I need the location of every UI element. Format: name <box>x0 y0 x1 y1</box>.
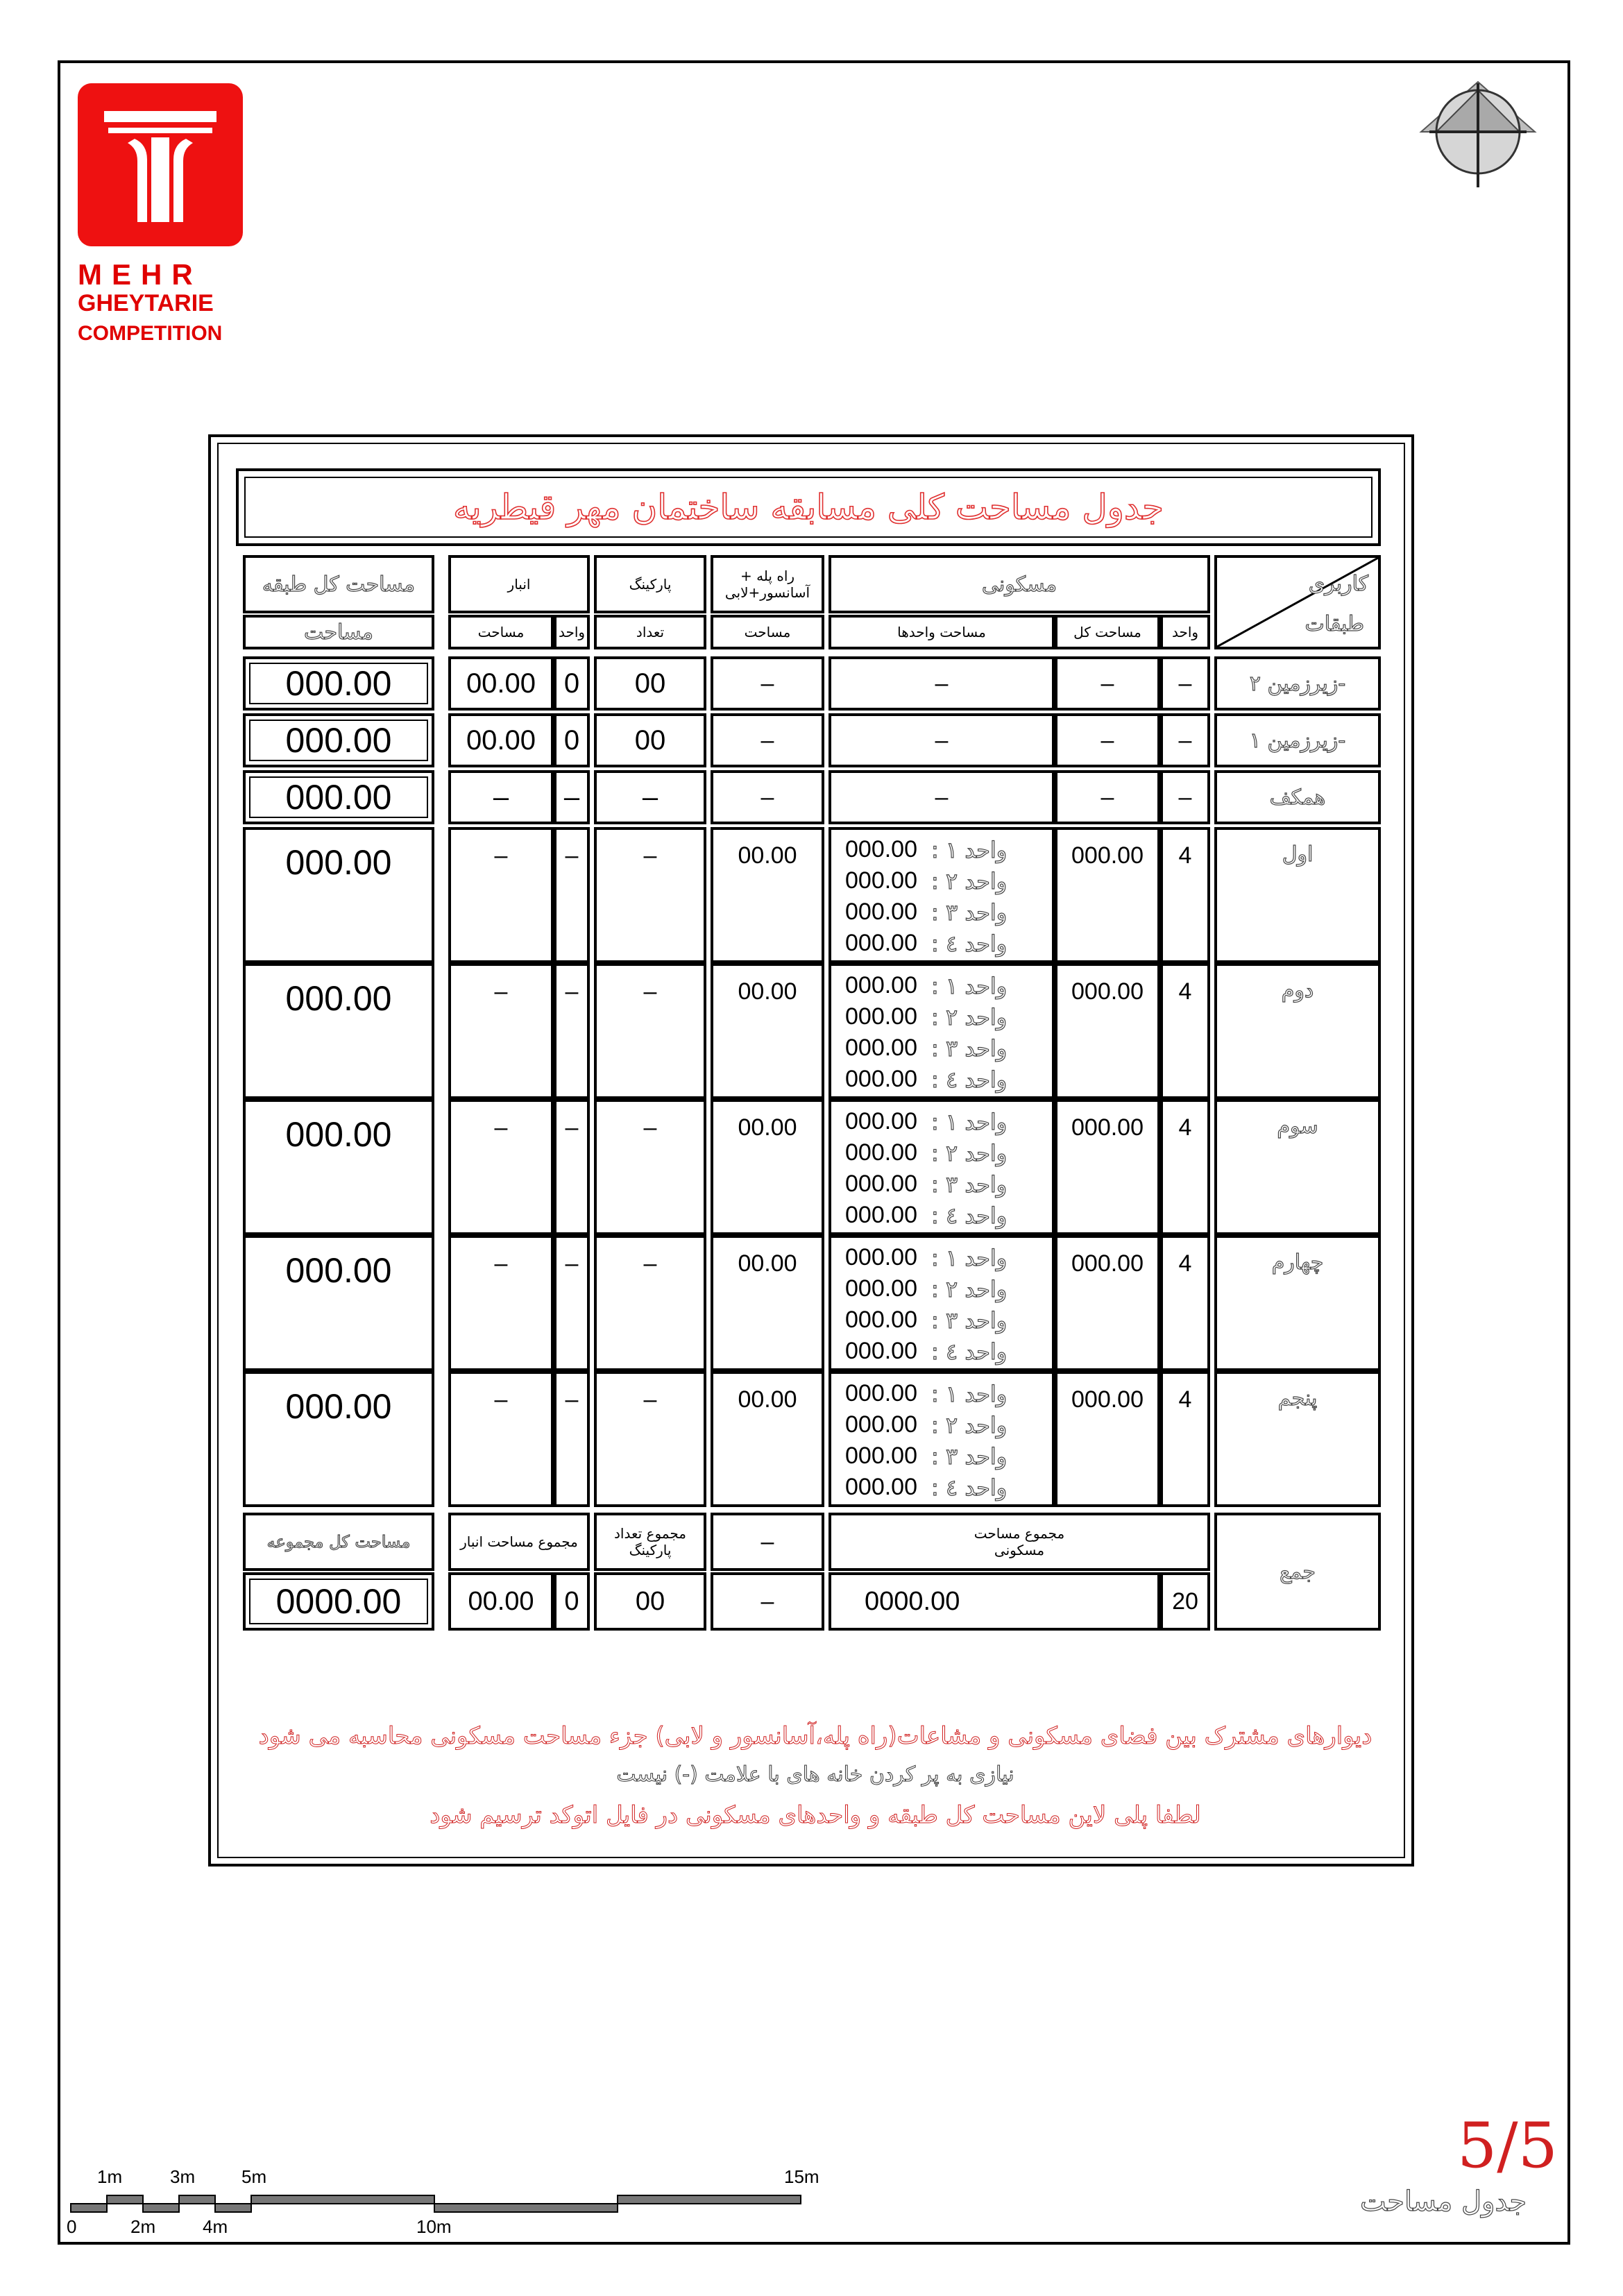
unit-row <box>845 1032 1007 1064</box>
row-res-units-0 <box>829 656 1055 711</box>
floor-unit-count-4 <box>1160 1371 1210 1507</box>
floor-res-total-2 <box>1055 1099 1160 1235</box>
floor-storage-area-3-value: – <box>494 1250 508 1277</box>
subheader-res-total-label: مساحت کل <box>1073 624 1141 640</box>
floor-storage-area-4 <box>448 1371 554 1507</box>
header-parking <box>594 555 706 613</box>
floor-stair-3 <box>711 1235 824 1371</box>
row-unit-1 <box>1160 713 1210 767</box>
floor-parking-0-value: – <box>643 842 657 869</box>
unit-row <box>845 1304 1007 1336</box>
table-title-box <box>236 468 1381 546</box>
floor-storage-unit-0-value: – <box>565 842 579 869</box>
unit-label: واحد ۳ : <box>931 1443 1008 1470</box>
totals-stair-sum: – <box>760 1588 774 1615</box>
column-logo-icon <box>78 83 243 246</box>
unit-row <box>845 896 1007 928</box>
row-storage-unit-2-value: – <box>563 781 580 813</box>
unit-label: واحد ۲ : <box>931 867 1008 894</box>
row-unit-1-value: – <box>1178 726 1192 754</box>
row-stair-1 <box>711 713 824 767</box>
unit-label: واحد ۲ : <box>931 1139 1008 1166</box>
subheader-stair-area <box>711 615 824 649</box>
floor-storage-area-1 <box>448 963 554 1099</box>
row-parking-2 <box>594 770 706 824</box>
row-storage-area-1-value: 00.00 <box>466 724 536 756</box>
floor-storage-unit-2-value: – <box>565 1114 579 1141</box>
floor-storage-unit-4-value: – <box>565 1386 579 1413</box>
totals-stair-header <box>711 1513 824 1571</box>
floor-total-4-value: 000.00 <box>285 1387 392 1426</box>
row-res-total-2-value: – <box>1101 783 1114 810</box>
row-stair-1-value: – <box>760 726 774 754</box>
floor-unit-count-3-value: 4 <box>1178 1250 1192 1277</box>
row-res-units-1 <box>829 713 1055 767</box>
unit-label: واحد ۱ : <box>931 1108 1008 1135</box>
row-storage-area-1 <box>448 713 554 767</box>
note-shared-walls: دیوارهای مشترک بین فضای مسکونی و مشاعات(راه پله،آسانسور و لابی) جزء مساحت مسکونی محاسبه می شود <box>258 1722 1373 1750</box>
floor-total-1-value: 000.00 <box>285 979 392 1018</box>
note-dash-cells: نیازی به پر کردن خانه های با علامت (-) نیست <box>616 1762 1014 1787</box>
row-parking-1-value: 00 <box>634 724 666 756</box>
floor-storage-area-2 <box>448 1099 554 1235</box>
unit-row <box>845 1336 1007 1367</box>
unit-label: واحد ۱ : <box>931 972 1008 999</box>
floor-res-total-0 <box>1055 827 1160 963</box>
subheader-storage-area <box>448 615 554 649</box>
row-floor-0-value: زیرزمین ۲- <box>1249 671 1346 696</box>
row-total-2 <box>243 770 434 824</box>
unit-label: واحد ۳ : <box>931 1171 1008 1198</box>
totals-units-count: 20 <box>1172 1588 1198 1615</box>
unit-row <box>845 1001 1007 1032</box>
floor-parking-2 <box>594 1099 706 1235</box>
totals-storage-area-sum: 00.00 <box>468 1586 534 1616</box>
header-residential <box>829 555 1210 613</box>
page-number: 5/5 <box>1457 2109 1558 2182</box>
unit-area-value: 000.00 <box>845 1244 917 1270</box>
row-unit-2-value: – <box>1178 783 1192 810</box>
floor-storage-unit-1 <box>554 963 590 1099</box>
totals-storage-unit-sum: 0 <box>564 1586 579 1616</box>
subheader-res-unit <box>1160 615 1210 649</box>
header-stair <box>711 555 824 613</box>
totals-res-header <box>829 1513 1210 1571</box>
row-storage-area-0 <box>448 656 554 711</box>
floor-res-total-0-value: 000.00 <box>1071 842 1144 869</box>
subheader-floor-area <box>243 615 434 649</box>
north-arrow-icon <box>1416 76 1540 194</box>
row-storage-area-0-value: 00.00 <box>466 667 536 699</box>
totals-stair-sum-cell <box>711 1572 824 1631</box>
floor-parking-4 <box>594 1371 706 1507</box>
floor-name-1-value: دوم <box>1281 978 1314 1003</box>
row-total-0 <box>243 656 434 711</box>
totals-grand-sum: 0000.00 <box>275 1582 402 1621</box>
floor-name-2 <box>1214 1099 1381 1235</box>
unit-label: واحد ۲ : <box>931 1411 1008 1438</box>
floor-stair-1 <box>711 963 824 1099</box>
floor-storage-area-0-value: – <box>494 842 508 869</box>
floor-storage-area-1-value: – <box>494 978 508 1005</box>
row-storage-unit-0 <box>554 656 590 711</box>
subheader-floor-area-label: مساحت <box>304 620 373 645</box>
unit-area-value: 000.00 <box>845 836 917 862</box>
unit-area-value: 000.00 <box>845 1171 917 1197</box>
floor-unit-count-1 <box>1160 963 1210 1099</box>
floor-units-list-4 <box>829 1371 1055 1507</box>
row-storage-unit-2 <box>554 770 590 824</box>
floor-parking-0 <box>594 827 706 963</box>
mehr-logo <box>78 83 243 246</box>
scale-label-10m: 10m <box>416 2216 452 2237</box>
unit-area-value: 000.00 <box>845 972 917 998</box>
totals-grand-sum-cell <box>243 1572 434 1631</box>
unit-row <box>845 928 1007 959</box>
unit-label: واحد ۳ : <box>931 1035 1008 1062</box>
row-parking-0 <box>594 656 706 711</box>
floor-stair-0-value: 00.00 <box>738 842 797 869</box>
unit-area-value: 000.00 <box>845 1202 917 1228</box>
row-res-units-1-value: – <box>935 726 949 754</box>
row-parking-1 <box>594 713 706 767</box>
totals-storage-header-label: مجموع مساحت انبار <box>460 1533 578 1550</box>
row-storage-area-2 <box>448 770 554 824</box>
unit-label: واحد ٤ : <box>931 1338 1008 1365</box>
row-total-0-value: 000.00 <box>285 664 392 703</box>
floor-storage-area-4-value: – <box>494 1386 508 1413</box>
scale-label-3m: 3m <box>170 2166 196 2187</box>
unit-row <box>845 1137 1007 1168</box>
totals-res-header-label: مجموع مساحت مسکونی <box>974 1525 1065 1558</box>
subheader-res-unit-label: واحد <box>1171 624 1199 640</box>
floor-total-1 <box>243 963 434 1099</box>
floor-storage-unit-4 <box>554 1371 590 1507</box>
floor-res-total-1 <box>1055 963 1160 1099</box>
row-res-total-0-value: – <box>1101 670 1114 697</box>
floor-res-total-4-value: 000.00 <box>1071 1386 1144 1413</box>
floor-storage-area-3 <box>448 1235 554 1371</box>
row-total-1-value: 000.00 <box>285 721 392 760</box>
unit-area-value: 000.00 <box>845 1003 917 1030</box>
row-stair-2-value: – <box>760 783 774 810</box>
unit-area-value: 000.00 <box>845 1411 917 1438</box>
totals-label-cell <box>1214 1513 1381 1631</box>
subheader-storage-unit <box>554 615 590 649</box>
unit-row <box>845 834 1007 865</box>
floor-total-2 <box>243 1099 434 1235</box>
unit-area-value: 000.00 <box>845 1035 917 1061</box>
unit-row <box>845 1409 1007 1440</box>
floor-storage-unit-0 <box>554 827 590 963</box>
unit-row <box>845 970 1007 1001</box>
unit-area-value: 000.00 <box>845 1307 917 1333</box>
totals-storage-header <box>448 1513 590 1571</box>
floor-res-total-2-value: 000.00 <box>1071 1114 1144 1141</box>
row-floor-1-value: زیرزمین ۱- <box>1249 728 1346 753</box>
floor-stair-4-value: 00.00 <box>738 1386 797 1413</box>
subheader-parking-count <box>594 615 706 649</box>
unit-area-value: 000.00 <box>845 1108 917 1134</box>
floor-parking-3-value: – <box>643 1250 657 1277</box>
floor-unit-count-1-value: 4 <box>1178 978 1192 1005</box>
row-stair-0-value: – <box>760 670 774 697</box>
row-res-units-0-value: – <box>935 670 949 697</box>
scale-label-0: 0 <box>67 2216 77 2237</box>
totals-units-count-cell <box>1160 1572 1210 1631</box>
totals-parking-sum-cell <box>594 1572 706 1631</box>
row-res-total-2 <box>1055 770 1160 824</box>
unit-label: واحد ٤ : <box>931 1474 1008 1501</box>
floor-name-4 <box>1214 1371 1381 1507</box>
floor-units-list-3 <box>829 1235 1055 1371</box>
table-title: جدول مساحت کلی مسابقه ساختمان مهر قیطریه <box>453 487 1164 527</box>
totals-stair-header-label: – <box>760 1528 774 1555</box>
subheader-storage-unit-label: واحد <box>558 624 586 640</box>
floor-stair-3-value: 00.00 <box>738 1250 797 1277</box>
header-parking-label: پارکینگ <box>629 576 672 593</box>
row-total-1 <box>243 713 434 767</box>
row-res-total-1-value: – <box>1101 726 1114 754</box>
floor-units-list-0 <box>829 827 1055 963</box>
floor-res-total-3-value: 000.00 <box>1071 1250 1144 1277</box>
row-res-total-1 <box>1055 713 1160 767</box>
totals-parking-sum: 00 <box>635 1586 665 1616</box>
row-floor-1 <box>1214 713 1381 767</box>
totals-parking-header-label: مجموع تعداد پارکینگ <box>614 1525 686 1558</box>
floor-storage-unit-3-value: – <box>565 1250 579 1277</box>
unit-area-value: 000.00 <box>845 1275 917 1302</box>
header-usage: کاربری <box>1308 572 1368 596</box>
row-unit-0 <box>1160 656 1210 711</box>
unit-row <box>845 865 1007 896</box>
unit-label: واحد ۳ : <box>931 1307 1008 1334</box>
floor-name-4-value: پنجم <box>1277 1386 1318 1411</box>
totals-grand-header-label: مساحت کل مجموعه <box>266 1532 411 1551</box>
floor-parking-2-value: – <box>643 1114 657 1141</box>
row-storage-unit-0-value: 0 <box>563 667 580 699</box>
floor-name-0-value: اول <box>1282 842 1314 867</box>
totals-storage-area-sum-cell <box>448 1572 554 1631</box>
floor-name-2-value: سوم <box>1277 1114 1318 1139</box>
unit-label: واحد ۲ : <box>931 1003 1008 1030</box>
unit-row <box>845 1064 1007 1095</box>
floor-res-total-4 <box>1055 1371 1160 1507</box>
logo-mehr-text: MEHR <box>78 258 203 291</box>
unit-area-value: 000.00 <box>845 930 917 956</box>
header-floors: طبقات <box>1305 612 1364 636</box>
unit-label: واحد ۱ : <box>931 1380 1008 1407</box>
scale-label-5m: 5m <box>241 2166 267 2187</box>
floor-name-3 <box>1214 1235 1381 1371</box>
unit-area-value: 000.00 <box>845 867 917 894</box>
floor-total-3-value: 000.00 <box>285 1251 392 1290</box>
floor-stair-4 <box>711 1371 824 1507</box>
totals-res-sum: 0000.00 <box>865 1586 960 1616</box>
floor-storage-unit-1-value: – <box>565 978 579 1005</box>
floor-storage-unit-3 <box>554 1235 590 1371</box>
floor-name-0 <box>1214 827 1381 963</box>
row-unit-0-value: – <box>1178 670 1192 697</box>
floor-parking-3 <box>594 1235 706 1371</box>
floor-total-2-value: 000.00 <box>285 1115 392 1154</box>
header-storage <box>448 555 590 613</box>
unit-row <box>845 1242 1007 1273</box>
floor-unit-count-2 <box>1160 1099 1210 1235</box>
floor-res-total-1-value: 000.00 <box>1071 978 1144 1005</box>
floor-unit-count-3 <box>1160 1235 1210 1371</box>
unit-row <box>845 1106 1007 1137</box>
floor-parking-1 <box>594 963 706 1099</box>
row-floor-2 <box>1214 770 1381 824</box>
unit-area-value: 000.00 <box>845 1380 917 1406</box>
unit-label: واحد ۳ : <box>931 899 1008 926</box>
row-unit-2 <box>1160 770 1210 824</box>
unit-row <box>845 1273 1007 1304</box>
row-total-2-value: 000.00 <box>285 778 392 817</box>
row-floor-0 <box>1214 656 1381 711</box>
header-floor-total-label: مساحت کل طبقه <box>262 572 416 597</box>
floor-stair-2 <box>711 1099 824 1235</box>
row-res-units-2-value: – <box>935 783 949 810</box>
scale-label-1m: 1m <box>97 2166 123 2187</box>
header-floor-total <box>243 555 434 613</box>
subheader-res-units-area <box>829 615 1055 649</box>
row-storage-area-2-value: – <box>493 781 509 813</box>
floor-unit-count-4-value: 4 <box>1178 1386 1192 1413</box>
floor-parking-4-value: – <box>643 1386 657 1413</box>
unit-label: واحد ۲ : <box>931 1275 1008 1302</box>
floor-stair-2-value: 00.00 <box>738 1114 797 1141</box>
logo-competition-text: COMPETITION <box>78 322 223 345</box>
floor-units-list-2 <box>829 1099 1055 1235</box>
row-parking-0-value: 00 <box>634 667 666 699</box>
floor-res-total-3 <box>1055 1235 1160 1371</box>
header-residential-label: مسکونی <box>981 572 1057 597</box>
scale-bar <box>69 2166 833 2245</box>
subheader-res-units-area-label: مساحت واحدها <box>897 624 986 640</box>
unit-row <box>845 1472 1007 1503</box>
subheader-storage-area-label: مساحت <box>477 624 525 640</box>
floor-stair-1-value: 00.00 <box>738 978 797 1005</box>
floor-name-3-value: چهارم <box>1271 1250 1324 1275</box>
totals-label: جمع <box>1280 1559 1316 1584</box>
unit-row <box>845 1378 1007 1409</box>
row-res-units-2 <box>829 770 1055 824</box>
unit-row <box>845 1440 1007 1472</box>
floor-total-0-value: 000.00 <box>285 843 392 882</box>
header-usage-floors <box>1214 555 1381 649</box>
unit-label: واحد ۱ : <box>931 1244 1008 1271</box>
header-stair-label: راه پله + آسانسور+لابی <box>724 568 810 601</box>
header-storage-label: انبار <box>507 576 531 593</box>
unit-label: واحد ٤ : <box>931 1066 1008 1093</box>
totals-parking-header <box>594 1513 706 1571</box>
floor-unit-count-2-value: 4 <box>1178 1114 1192 1141</box>
floor-total-4 <box>243 1371 434 1507</box>
subheader-res-total <box>1055 615 1160 649</box>
logo-gheytarie-text: GHEYTARIE <box>78 290 214 316</box>
unit-area-value: 000.00 <box>845 899 917 925</box>
unit-area-value: 000.00 <box>845 1338 917 1364</box>
row-stair-2 <box>711 770 824 824</box>
unit-label: واحد ۱ : <box>931 836 1008 863</box>
scale-label-15m: 15m <box>784 2166 819 2187</box>
unit-area-value: 000.00 <box>845 1139 917 1166</box>
unit-label: واحد ٤ : <box>931 930 1008 957</box>
totals-storage-unit-sum-cell <box>554 1572 590 1631</box>
floor-storage-area-0 <box>448 827 554 963</box>
floor-unit-count-0 <box>1160 827 1210 963</box>
unit-row <box>845 1200 1007 1231</box>
floor-storage-area-2-value: – <box>494 1114 508 1141</box>
scale-label-4m: 4m <box>203 2216 228 2237</box>
row-parking-2-value: – <box>642 781 658 813</box>
unit-row <box>845 1168 1007 1200</box>
scale-label-2m: 2m <box>130 2216 156 2237</box>
totals-grand-header <box>243 1513 434 1571</box>
totals-res-sum-cell <box>829 1572 1160 1631</box>
row-storage-unit-1 <box>554 713 590 767</box>
floor-total-0 <box>243 827 434 963</box>
floor-stair-0 <box>711 827 824 963</box>
floor-unit-count-0-value: 4 <box>1178 842 1192 869</box>
unit-area-value: 000.00 <box>845 1443 917 1469</box>
subheader-stair-area-label: مساحت <box>744 624 791 640</box>
note-polyline: لطفا پلی لاین مساحت کل طبقه و واحدهای مسکونی در فایل اتوکد ترسیم شود <box>430 1801 1201 1829</box>
floor-parking-1-value: – <box>643 978 657 1005</box>
floor-name-1 <box>1214 963 1381 1099</box>
unit-area-value: 000.00 <box>845 1066 917 1092</box>
unit-label: واحد ٤ : <box>931 1202 1008 1229</box>
page-caption: جدول مساحت <box>1360 2186 1527 2218</box>
row-storage-unit-1-value: 0 <box>563 724 580 756</box>
row-floor-2-value: همکف <box>1269 785 1326 810</box>
unit-area-value: 000.00 <box>845 1474 917 1500</box>
floor-units-list-1 <box>829 963 1055 1099</box>
row-stair-0 <box>711 656 824 711</box>
floor-storage-unit-2 <box>554 1099 590 1235</box>
row-res-total-0 <box>1055 656 1160 711</box>
subheader-parking-count-label: تعداد <box>636 624 665 640</box>
floor-total-3 <box>243 1235 434 1371</box>
